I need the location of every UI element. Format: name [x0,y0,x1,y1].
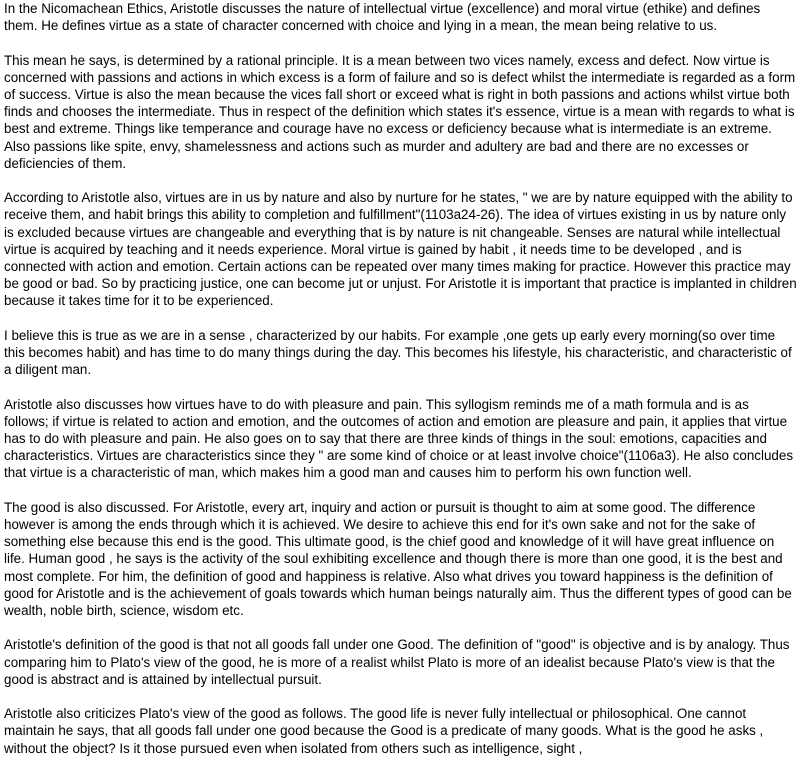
paragraph-criticism-of-plato: Aristotle also criticizes Plato's view of the good as follows. The good life is never fully intellectual or philosophical. One cannot maintain he says, that all goods fall under one good because the Good is a predicate of many goods. What is the good he asks , without the object? Is it those pursued even when isolated from others such as intelligence, sight , [4,706,764,756]
paragraph-habits: I believe this is true as we are in a sense , characterized by our habits. For example ,one gets up early every morning(so over time this becomes habit) and has time to do many things during the day. This becomes his lifestyle, his characteristic, and characteristic of a diligent man. [4,327,792,378]
paragraph-pleasure-and-pain: Aristotle also discusses how virtues have to do with pleasure and pain. This syllogism reminds me of a math formula and is as follows; if virtue is related to action and emotion, and the outcomes of action and emotion are pleasure and pain, it applies that virtue has to do with pleasure and pain. He also goes on to say that there are three kinds of things in the soul: emotions, capacities and characteristics. Virtues are characteristics since they " are some kind of choice or at least involve choice"(1106a3). He also concludes that virtue is a characteristic of man, which makes him a good man and causes him to perform his own function well. [4,396,794,481]
paragraph-mean-between-vices: This mean he says, is determined by a rational principle. It is a mean between two vices namely, excess and defect. Now virtue is concerned with passions and actions in which excess is a form of failure and so is defect whilst the intermediate is regarded as a form of success. Virtue is also the mean because the vices fall short or exceed what is right in both passions and actions whilst virtue both finds and chooses the intermediate. Thus in respect of the definition which states it's essence, virtue is a mean with regards to what is best and extreme. Things like temperance and courage have no excess or deficiency because what is intermediate is an extreme. Also passions like spite, envy, shamelessness and actions such as murder and adultery are bad and there are no excesses or deficiencies of them. [4,52,796,171]
paragraph-virtue-by-nature-and-nurture: According to Aristotle also, virtues are in us by nature and also by nurture for he states, " we are by nature equipped with the ability to receive them, and habit brings this ability to completion and fulfillment"(1103a24-26). The idea of virtues existing in us by nature only is excluded because virtues are changeable and everything that is by nature is nit changeable. Senses are natural while intellectual virtue is acquired by teaching and it needs experience. Moral virtue is gained by habit , it needs time to be developed , and is connected with action and emotion. Certain actions can be repeated over many times making for practice. However this practice may be good or bad. So by practicing justice, one can become jut or unjust. For Aristotle it is important that practice is implanted in children because it takes time for it to be experienced. [4,190,797,309]
essay-body [4,0,797,774]
paragraph-definition-of-good: Aristotle's definition of the good is that not all goods fall under one Good. The definition of "good" is objective and is by analogy. Thus comparing him to Plato's view of the good, he is more of a realist whilst Plato is more of an idealist because Plato's view is that the good is abstract and is attained by intellectual pursuit. [4,637,790,687]
paragraph-the-good: The good is also discussed. For Aristotle, every art, inquiry and action or pursuit is thought to aim at some good. The difference however is among the ends through which it is achieved. We desire to achieve this end for it's own sake and not for the sake of something else because this end is the good. This ultimate good, is the chief good and knowledge of it will have great influence on life. Human good , he says is the activity of the soul exhibiting excellence and though there is more than one good, it is the best and most complete. For him, the definition of good and happiness is relative. Also what drives you toward happiness is the definition of good for Aristotle and is the achievement of goals towards which human beings naturally aim. Thus the different types of good can be wealth, noble birth, science, wisdom etc. [4,499,792,619]
paragraph-definition-of-virtue: In the Nicomachean Ethics, Aristotle discusses the nature of intellectual virtue (excellence) and moral virtue (ethike) and defines them. He defines virtue as a state of character concerned with choice and lying in a mean, the mean being relative to us. [4,1,761,34]
